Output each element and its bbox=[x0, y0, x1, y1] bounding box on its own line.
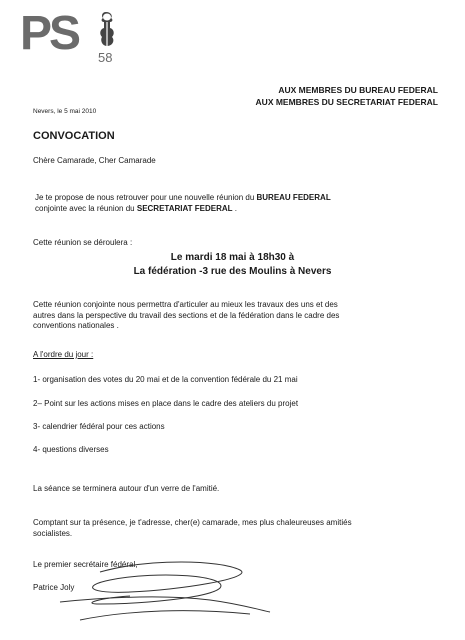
purpose-paragraph bbox=[33, 300, 339, 332]
intro-paragraph bbox=[35, 193, 331, 214]
held-intro: Cette réunion se déroulera : bbox=[33, 238, 133, 247]
intro-text: . bbox=[232, 203, 238, 213]
agenda-heading: A l'ordre du jour : bbox=[33, 350, 94, 359]
letter-date: Nevers, le 5 mai 2010 bbox=[33, 108, 97, 115]
signatory-name: Patrice Joly bbox=[33, 583, 75, 592]
fist-and-rose-logo-icon bbox=[92, 10, 122, 50]
intro-text: Je te propose de nous retrouver pour une nouvelle réunion du bbox=[35, 193, 257, 202]
meeting-where: La fédération -3 rue des Moulins à Nevers bbox=[133, 266, 332, 277]
greeting: Chère Camarade, Cher Camarade bbox=[33, 156, 156, 165]
agenda-item: 1- organisation des votes du 20 mai et de la convention fédérale du 21 mai bbox=[33, 375, 298, 384]
letter-title: CONVOCATION bbox=[33, 130, 115, 142]
recipients-block bbox=[256, 85, 438, 108]
meeting-details bbox=[0, 251, 465, 279]
federation-number: 58 bbox=[98, 50, 113, 65]
intro-text: conjointe avec la réunion du bbox=[35, 203, 137, 213]
closing-line: socialistes. bbox=[33, 528, 73, 538]
recipient-line: AUX MEMBRES DU BUREAU FEDERAL bbox=[278, 85, 438, 95]
ps-logo-letters: PS bbox=[20, 7, 79, 60]
handwritten-signature bbox=[40, 540, 290, 630]
bureau-federal-label: BUREAU FEDERAL bbox=[256, 193, 331, 202]
signatory-title: Le premier secrétaire fédéral, bbox=[33, 560, 138, 569]
paragraph-line: Cette réunion conjointe nous permettra d'articuler au mieux les travaux des uns et des bbox=[33, 300, 338, 309]
paragraph-line: autres dans la perspective du travail des sections et de la fédération dans le cadre des bbox=[33, 310, 340, 320]
paragraph-line: conventions nationales . bbox=[33, 321, 119, 330]
closing-paragraph bbox=[33, 518, 352, 539]
agenda-item: 2– Point sur les actions mises en place dans le cadre des ateliers du projet bbox=[33, 399, 299, 408]
closing-session: La séance se terminera autour d'un verre de l'amitié. bbox=[33, 484, 220, 493]
secretariat-federal-label: SECRETARIAT FEDERAL bbox=[136, 203, 233, 213]
recipient-line: AUX MEMBRES DU SECRETARIAT FEDERAL bbox=[255, 96, 438, 107]
agenda-item: 4- questions diverses bbox=[33, 445, 109, 454]
agenda-item: 3- calendrier fédéral pour ces actions bbox=[33, 422, 165, 431]
meeting-when: Le mardi 18 mai à 18h30 à bbox=[170, 252, 295, 263]
closing-line: Comptant sur ta présence, je t'adresse, cher(e) camarade, mes plus chaleureuses amitiés bbox=[33, 518, 352, 527]
